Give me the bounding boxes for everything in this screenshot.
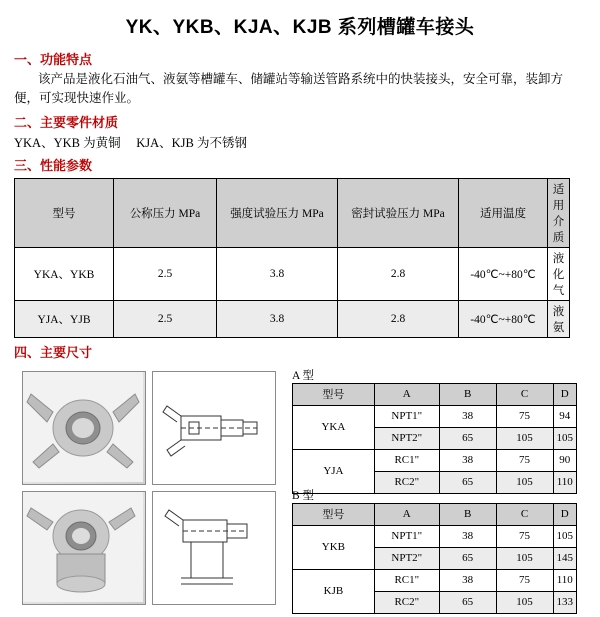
perf-r1-c2: 3.8	[217, 300, 338, 337]
material-text: YKA、YKB 为黄铜 KJA、KJB 为不锈钢	[14, 135, 247, 150]
coupling-drawing-b-graphic	[153, 492, 273, 602]
table-row	[293, 569, 577, 591]
section-heading-material: 二、主要零件材质	[14, 114, 119, 130]
dim-a-r0-c3: 75	[496, 405, 553, 427]
dim-a-col-4: D	[553, 383, 577, 405]
dim-b-r1-c4: 145	[553, 547, 577, 569]
section-heading-dimensions: 四、主要尺寸	[14, 344, 93, 360]
dim-a-r2-c3: 75	[496, 449, 553, 471]
dim-a-model-0: YKA	[293, 405, 375, 449]
dim-a-col-0: 型号	[293, 383, 375, 405]
dim-a-col-1: A	[374, 383, 439, 405]
dim-b-r2-c4: 110	[553, 569, 577, 591]
coupling-drawing-b	[152, 491, 276, 605]
perf-r0-c0: YKA、YKB	[15, 247, 114, 300]
table-header-row	[15, 178, 570, 247]
dim-a-r0-c4: 94	[553, 405, 577, 427]
perf-col-2: 强度试验压力 MPa	[217, 178, 338, 247]
table-row	[293, 405, 577, 427]
perf-r0-c5: 液化气	[548, 247, 570, 300]
perf-r1-c5: 液 氨	[548, 300, 570, 337]
perf-r1-c3: 2.8	[338, 300, 459, 337]
dim-a-col-2: B	[439, 383, 496, 405]
dim-a-r2-c2: 38	[439, 449, 496, 471]
dim-b-r2-c1: RC1"	[374, 569, 439, 591]
features-text: 该产品是液化石油气、液氨等槽罐车、储罐站等输送管路系统中的快装接头，安全可靠，装卸方便，可实现快速作业。	[14, 72, 564, 105]
table-row	[15, 247, 570, 300]
dim-a-r0-c2: 38	[439, 405, 496, 427]
dim-b-r3-c2: 65	[439, 591, 496, 613]
dim-b-r0-c1: NPT1"	[374, 525, 439, 547]
dim-b-r1-c1: NPT2"	[374, 547, 439, 569]
perf-r1-c4: -40℃~+80℃	[459, 300, 548, 337]
dimensions-area	[0, 367, 600, 617]
performance-table	[14, 178, 570, 338]
performance-table-wrap	[14, 178, 600, 338]
perf-col-1: 公称压力 MPa	[114, 178, 217, 247]
dim-b-r3-c1: RC2"	[374, 591, 439, 613]
dim-b-r1-c3: 105	[496, 547, 553, 569]
section-heading-performance: 三、性能参数	[14, 157, 93, 173]
dim-a-r1-c1: NPT2"	[374, 427, 439, 449]
dim-b-r0-c2: 38	[439, 525, 496, 547]
dim-a-r1-c2: 65	[439, 427, 496, 449]
perf-col-5: 适用介质	[548, 178, 570, 247]
perf-r1-c0: YJA、YJB	[15, 300, 114, 337]
dim-b-model-1: KJB	[293, 569, 375, 613]
section-heading-features: 一、功能特点	[14, 52, 93, 67]
dim-a-col-3: C	[496, 383, 553, 405]
dim-b-col-1: A	[374, 503, 439, 525]
dim-a-r3-c2: 65	[439, 471, 496, 493]
dim-b-col-4: D	[553, 503, 577, 525]
dim-b-r0-c4: 105	[553, 525, 577, 547]
dim-a-r2-c1: RC1"	[374, 449, 439, 471]
dimension-table-a	[292, 383, 577, 494]
dim-b-r2-c3: 75	[496, 569, 553, 591]
coupling-photo-a	[22, 371, 146, 485]
dim-b-r1-c2: 65	[439, 547, 496, 569]
dim-b-r0-c3: 75	[496, 525, 553, 547]
dim-b-r3-c3: 105	[496, 591, 553, 613]
coupling-photo-b-graphic	[23, 492, 143, 602]
dim-a-r3-c4: 110	[553, 471, 577, 493]
perf-r0-c3: 2.8	[338, 247, 459, 300]
type-label-a: A 型	[292, 369, 315, 382]
type-label-b: B 型	[292, 489, 315, 502]
dimension-table-b	[292, 503, 577, 614]
dim-b-col-3: C	[496, 503, 553, 525]
coupling-photo-b	[22, 491, 146, 605]
dim-a-r0-c1: NPT1"	[374, 405, 439, 427]
perf-col-4: 适用温度	[459, 178, 548, 247]
page-title: YK、YKB、KJA、KJB 系列槽罐车接头	[125, 17, 475, 38]
dim-a-r1-c4: 105	[553, 427, 577, 449]
perf-r0-c1: 2.5	[114, 247, 217, 300]
table-row	[15, 300, 570, 337]
dim-a-r1-c3: 105	[496, 427, 553, 449]
dim-a-r3-c1: RC2"	[374, 471, 439, 493]
perf-r0-c2: 3.8	[217, 247, 338, 300]
dim-b-col-0: 型号	[293, 503, 375, 525]
table-header-row	[293, 383, 577, 405]
dim-b-model-0: YKB	[293, 525, 375, 569]
perf-col-3: 密封试验压力 MPa	[338, 178, 459, 247]
dim-b-r2-c2: 38	[439, 569, 496, 591]
table-header-row	[293, 503, 577, 525]
dim-b-col-2: B	[439, 503, 496, 525]
table-row	[293, 449, 577, 471]
perf-col-0: 型号	[15, 178, 114, 247]
table-row	[293, 525, 577, 547]
dim-a-r3-c3: 105	[496, 471, 553, 493]
dim-b-r3-c4: 133	[553, 591, 577, 613]
coupling-drawing-a	[152, 371, 276, 485]
coupling-photo-a-graphic	[23, 372, 143, 482]
coupling-drawing-a-graphic	[153, 372, 273, 482]
perf-r0-c4: -40℃~+80℃	[459, 247, 548, 300]
dim-a-r2-c4: 90	[553, 449, 577, 471]
dim-a-model-1: YJA	[293, 449, 375, 493]
perf-r1-c1: 2.5	[114, 300, 217, 337]
